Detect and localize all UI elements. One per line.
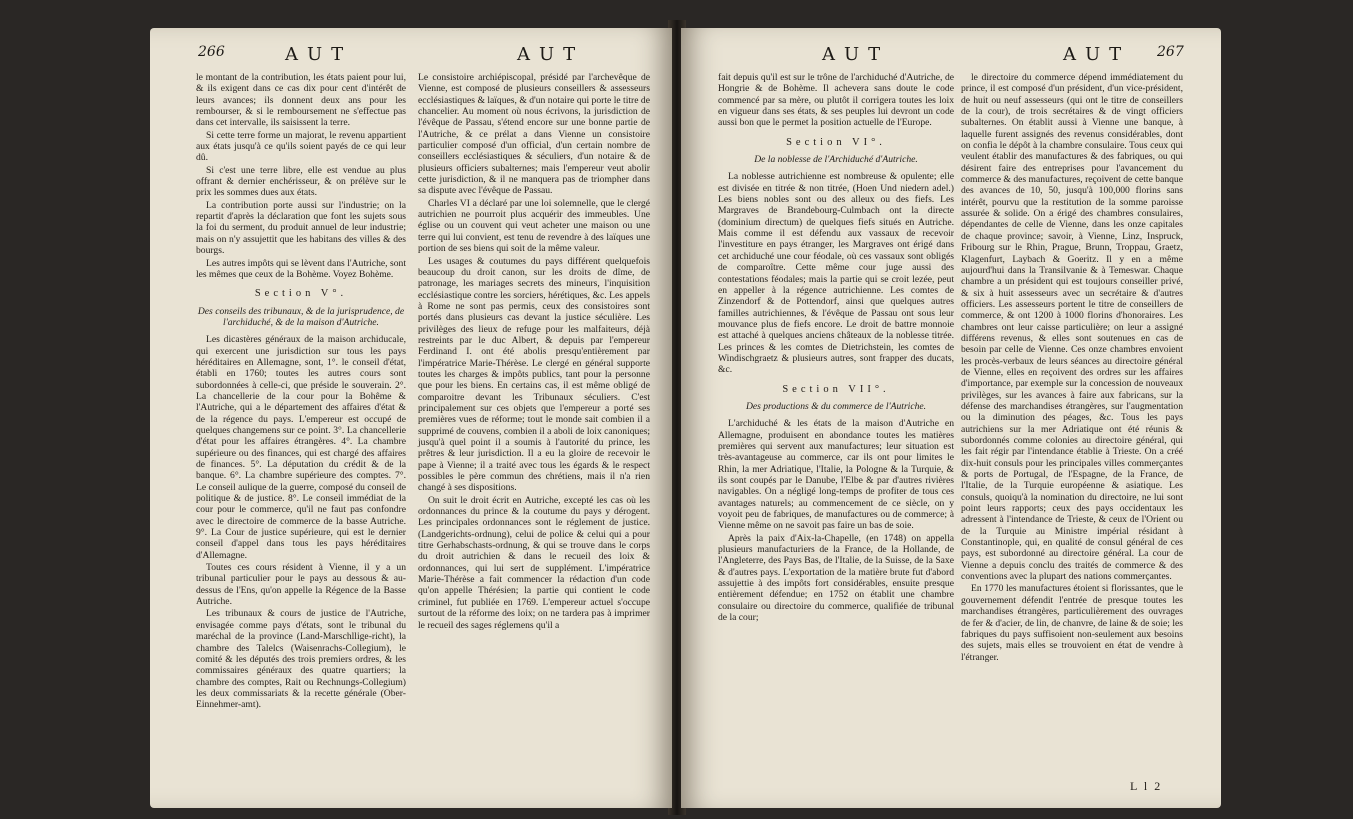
paragraph: En 1770 les manufactures étoient si florissantes, que le gouvernement défendit l'entrée de presque toutes les marchandises étrangères, particulièrement des ouvrages de fer & d'acier, de lin, de chanvre, de laine & de soie; les fabriques du pays suffisoient non-seulement aux besoins des sujets, mais elles se trouvoient en état de vendre à l'étranger. (961, 583, 1183, 663)
right-running-head-2: AUT (1063, 44, 1131, 65)
left-page-number: 266 (198, 44, 225, 60)
right-page-column-2 (961, 72, 1183, 664)
paragraph: le directoire du commerce dépend immédiatement du prince, il est composé d'un président, d'un vice-président, de huit ou neuf assesseurs (qui ont le titre de conseillers de la cour), de trois secrétaires & de vingt officiers subalternes. On établit aussi à Vienne une banque, à laquelle furent assignés des revenus considérables, dont on confia le dépôt à la chambre consulaire. Tous ceux qui veulent établir des manufactures & des fabriques, ou qui désirent faire des entreprises pour l'avancement du commerce & des manufactures, reçoivent de cette banque des avances de 10, 50, jusqu'à 100,000 florins sans intérêt, pourvu que la restitution de la somme paroisse assurée & solide. On a érigé des chambres consulaires, dépendantes de celle de Vienne, dans les onze capitales de chaque province; savoir, à Vienne, Linz, Inspruck, Fribourg sur le Rhin, Prague, Brunn, Troppau, Graetz, Klagenfurt, Laybach & Goeritz. Il y en a même aujourd'hui dans la Transilvanie & à Temeswar. Chaque chambre a un président qui est toujours conseiller privé, & six à huit assesseurs avec un secrétaire & d'autres officiers. Les assesseurs portent le titre de conseillers de commerce, & ont 1200 à 1000 florins d'honoraires. Les chambres ont leur caisse particulière; on leur a assigné différens revenus, & elles sont soutenues en cas de besoin par celle de Vienne. Ces onze chambres envoient les procès-verbaux de leurs séances au directoire général de Vienne, elles en reçoivent des ordres sur les affaires d'importance, par exemple sur la concession de nouveaux privilèges, sur les avances à faire aux fabricans, sur la défense des marchandises étrangères, sur l'augmentation ou la diminution des péages, &c. Tous les pays autrichiens sur la mer Adriatique ont été réunis & subordonnés comme colonies au directoire général, qui les fait régir par l'intendance établie à Trieste. On a créé dix-huit consuls pour les principales villes commerçantes & ports de Portugal, de l'Espagne, de la France, de l'Italie, de la Turquie européenne & asiatique. Les consuls, quoiqu'à la nomination du directoire, ne lui sont point leurs rapports; ceux des pays occidentaux les adressent à l'intendance de Trieste, & ceux de l'Orient ou de la Turquie au Ministre impérial résidant à Constantinople, qui, en qualité de consul général de ces pays, est subordonné au directoire général. La cour de Vienne a depuis conclu des traités de commerce & des conventions avec la plupart des nations commerçantes. (961, 72, 1183, 583)
paragraph: Charles VI a déclaré par une loi solemnelle, que le clergé autrichien ne pourroit plus acquérir des immeubles. Une église ou un couvent qui veut acheter une maison ou une terre qui lui convient, est tenu de revendre à des laïques une portion de ses biens qui soit de la même valeur. (418, 197, 650, 255)
paragraph: On suit le droit écrit en Autriche, excepté les cas où les ordonnances du prince & la coutume du pays y dérogent. Les principales ordonnances sont le réglement de justice. (Landgerichts-ordnung), celui de police & celui qui a pour titre Gerhabschasts-ordnung, & qui se trouve dans le corps du droit autrichien & dans le recueil des loix & ordonnances, qui lui sert de supplément. L'impératrice Marie-Thérèse a fait commencer la rédaction d'un code qu'on appelle Thérésien; la partie qui contient le code criminel, fut publiée en 1769. L'empereur actuel s'occupe surtout de la réforme des loix; on ne tardera pas à imprimer le recueil des sages réglemens qu'il a (418, 494, 650, 631)
left-page-column-2 (418, 72, 650, 632)
section-heading: Section VII°. (782, 383, 890, 395)
paragraph: L'archiduché & les états de la maison d'Autriche en Allemagne, produisent en abondance toutes les matières premières qui servent aux manufactures; leur situation est très-avantageuse au commerce, car ils ont pour limites le Rhin, la mer Adriatique, l'Italie, la Pologne & la Turquie, & ils sont coupés par le Danube, l'Elbe & par d'autres rivières navigables. On a négligé long-temps de profiter de tous ces avantages naturels; au commencement de ce siècle, on y voyoit peu de fabriques, de manufactures ou de commerce; à Vienne même on ne savoit pas faire un bas de soie. (718, 418, 954, 532)
section-subtitle: Des conseils des tribunaux, & de la jurisprudence, de l'archiduché, & de la maison d'Autriche. (197, 305, 405, 328)
paragraph: Le consistoire archiépiscopal, présidé par l'archevêque de Vienne, est composé de plusieurs conseillers & assesseurs ecclésiastiques & laïques, & d'un notaire qui porte le titre de chancelier. Au moment où nous écrivons, la jurisdiction de l'évêque de Passau, s'étend encore sur une bonne partie de l'Autriche, & ce prélat a dans Vienne un consistoire particulier composé d'un official, d'un certain nombre de conseillers ecclésiastiques & séculiers, d'un notaire & de plusieurs officiers subalternes; mais l'empereur veut abolir cette jurisdiction, & il ne manquera pas de triompher dans sa dispute avec l'évêque de Passau. (418, 72, 650, 197)
right-page-number: 267 (1157, 44, 1184, 60)
paragraph: La noblesse autrichienne est nombreuse & opulente; elle est divisée en titrée & non titrée, (Hoen Und niedern adel.) Les biens nobles sont ou des alleux ou des fiefs. Les Margraves de Brandebourg-Culmbach ont la directe (dominium directum) de quelques fiefs situés en Autriche. Mais comme il est défendu aux vassaux de recevoir l'investiture en pays étranger, les Margraves ont érigé dans cet archiduché une cour féodale, où ces vassaux sont obligés de comparoître. Cette même cour juge aussi des contestations féodales; mais la partie qui se croit lezée, peut en appeller à la régence autrichienne. Les comtes de Zinzendorf & de Pottendorf, ainsi que quelques autres familles autrichiennes, & l'évêque de Passau ont sous leur mouvance plus de fiefs encore. Le droit de battre monnoie est attaché à quelques anciens châteaux de la noblesse titrée. Les princes & les comtes de Dietrichstein, les comtes de Windischgraetz & plusieurs autres, sont frapper des ducats, &c. (718, 171, 954, 376)
left-running-head-2: AUT (517, 44, 585, 65)
right-page-column-1 (718, 72, 954, 624)
section-subtitle: Des productions & du commerce de l'Autriche. (745, 400, 927, 412)
paragraph: Si c'est une terre libre, elle est vendue au plus offrant & dernier enchérisseur, & on prélève sur le prix les sommes dues aux états. (196, 164, 406, 199)
paragraph: La contribution porte aussi sur l'industrie; on la repartit d'après la déclaration que font les sujets sous la foi du serment, du produit annuel de leur industrie; mais on n'y assujettit que les habitans des villes & des bourgs. (196, 199, 406, 257)
section-heading: Section VI°. (786, 136, 886, 148)
section-heading: Section V°. (254, 288, 348, 300)
paragraph: Si cette terre forme un majorat, le revenu appartient aux états jusqu'à ce qu'ils soient payés de ce qui leur dû. (196, 129, 406, 164)
paragraph: Les dicastères généraux de la maison archiducale, qui exercent une jurisdiction sur tous les pays héréditaires en Allemagne, sont, 1°. le conseil d'état, établi en 1760; toutes les autres cours sont subordonnées à celle-ci, que préside le souverain. 2°. La chancellerie de la cour pour la Bohême & l'Autriche, qui a le département des affaires d'état & de la régence du pays. L'empereur est occupé de quelques changemens sur ce point. 3°. La chancellerie d'état pour les affaires étrangères. 4°. La chambre supérieure ou des finances, qui est chargé des affaires de finances. 5°. La députation du crédit & de la banque. 6°. La chambre supérieure des comptes. 7°. Le conseil aulique de la guerre, composé du conseil de politique & de justice. 8°. Le conseil immédiat de la cour pour le commerce, qu'il ne faut pas confondre avec le directoire de commerce de la basse Autriche. 9°. La Cour de justice supérieure, qui est le dernier conseil d'appel dans tous les pays héréditaires d'Allemagne. (196, 334, 406, 561)
paragraph: Les usages & coutumes du pays différent quelquefois beaucoup du droit canon, sur les droits de dîme, de patronage, les mariages secrets des mineurs, l'inquisition ecclésiastique contre les sorciers, hérétiques, &c. Les appels à Rome ne sont pas permis, ceux des consistoires sont portés dans plusieurs cas devant la justice séculière. Les privilèges des lieux de refuge pour les malfaiteurs, déjà restreints par le duc Albert, & depuis par l'empereur Ferdinand I. ont été abolis presqu'entièrement par l'impératrice Marie-Thérèse. Le clergé en général supporte toutes les charges & impôts publics, tant pour la personne que pour les biens. En certains cas, il est même obligé de comparoitre devant les Tribunaux séculiers. C'est principalement sur ces objets que l'empereur a porté ses premières vues de réforme; tout le monde sait combien il a supprimé de couvens, combien il a aboli de loix canoniques; jusqu'à quel point il a soumis à l'autorité du prince, les prêtres & leur jurisdiction. Il a eu la gloire de recevoir le pape à Vienne; il a traité avec tous les égards & le respect possibles le père commun des chrétiens, mais il n'a rien changé à ses dispositions. (418, 255, 650, 494)
right-running-head: AUT (822, 44, 890, 65)
paragraph: Les autres impôts qui se lèvent dans l'Autriche, sont les mêmes que ceux de la Bohème. Voyez Bohème. (196, 257, 406, 280)
section-subtitle: De la noblesse de l'Archiduché d'Autriche. (754, 154, 918, 166)
paragraph: le montant de la contribution, les états paient pour lui, & ils exigent dans ce cas dix pour cent d'intérêt de leurs avances; ils donnent deux ans pour les rembourser, & si le remboursement ne s'effectue pas dans cet intervalle, ils saisissent la terre. (196, 72, 406, 129)
left-running-head: AUT (285, 44, 353, 65)
paragraph: fait depuis qu'il est sur le trône de l'archiduché d'Autriche, de Hongrie & de Bohème. Il achevera sans doute le code commencé par sa mère, ou plutôt il corrigera toutes les loix en vigueur dans ses états, & ses peuples lui devront un code aussi bon que le permet la position actuelle de l'Europe. (718, 72, 954, 129)
paragraph: Les tribunaux & cours de justice de l'Autriche, envisagée comme pays d'états, sont le tribunal du maréchal de la province (Land-Marschllige-richt), la chambre des Talelcs (Waisenrachs-Collegium), le comité & les députés des trois premiers ordres, & les commissaires généraux des quatre quartiers; la chambre des comptes, Rait ou Rechnungs-Collegium) les deux commissariats & la recette générale (Ober-Einnehmer-amt). (196, 608, 406, 711)
paragraph: Après la paix d'Aix-la-Chapelle, (en 1748) on appella plusieurs manufacturiers de la France, de la Hollande, de l'Angleterre, des Pays Bas, de l'Italie, de la Suisse, de la Saxe & d'autres pays. L'exportation de la matière brute fut d'abord assujettie à des impôts fort considérables, ensuite presque entièrement défendue; en 1752 on établit une chambre consulaire ou directoire du commerce, qualifiée de tribunal de la cour; (718, 532, 954, 624)
signature-mark: L l 2 (1130, 779, 1163, 793)
left-page-column-1 (196, 72, 406, 712)
paragraph: Toutes ces cours résident à Vienne, il y a un tribunal particulier pour le pays au dessous & au-dessus de l'Ens, qu'on appelle la Régence de la Basse Autriche. (196, 562, 406, 608)
